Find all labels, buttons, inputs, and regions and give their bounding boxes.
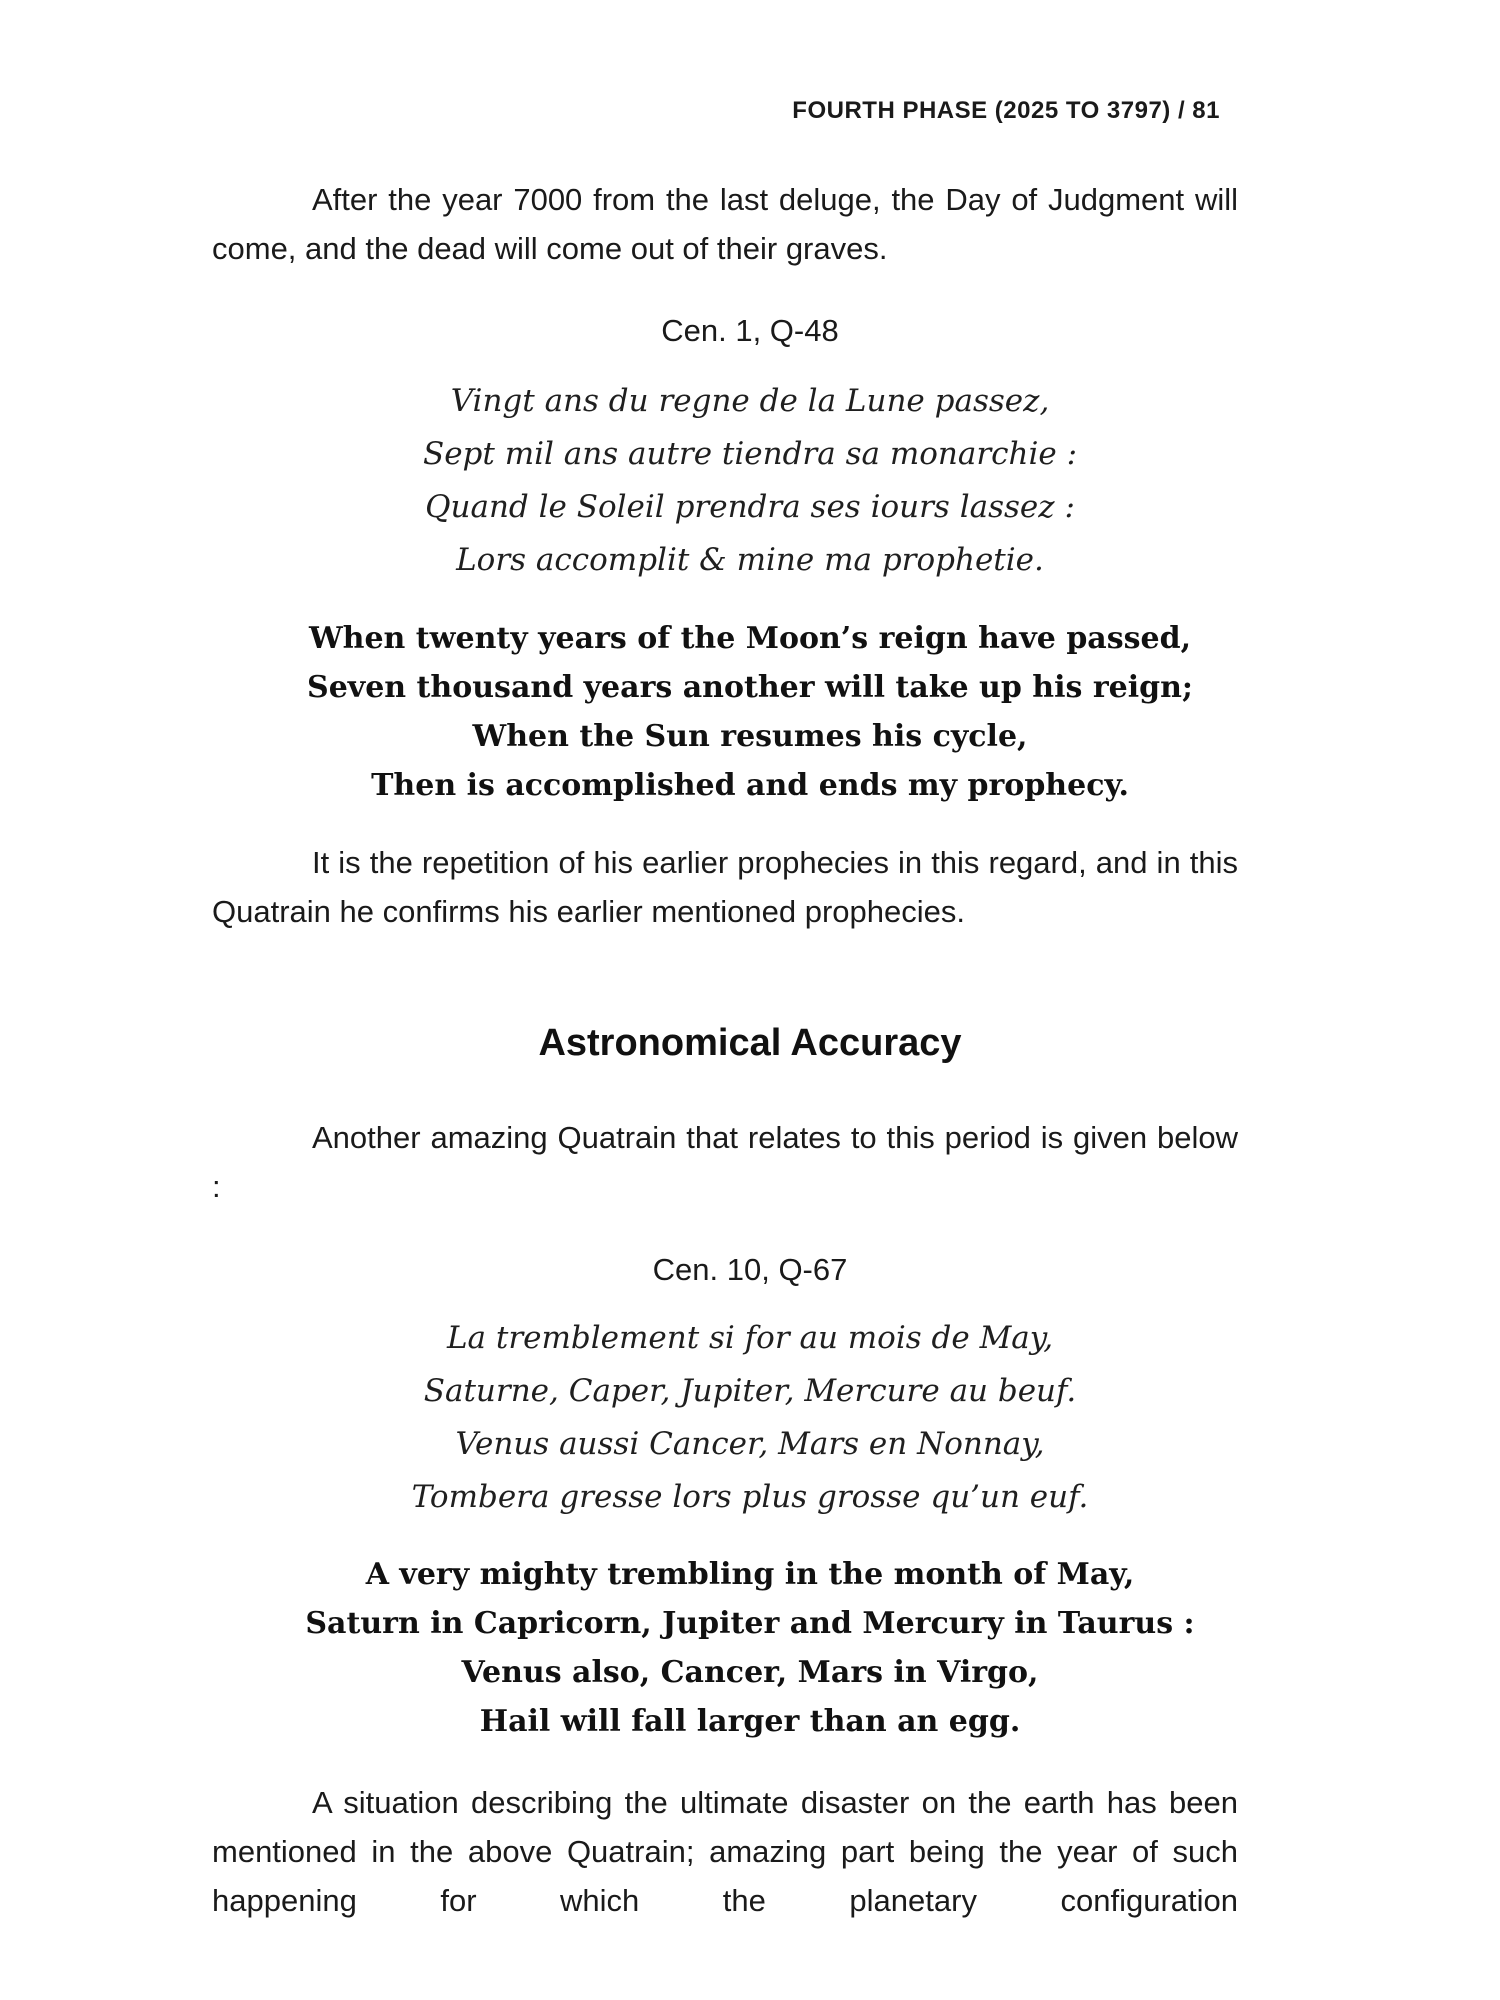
quatrain2-reference: Cen. 10, Q-67	[652, 1252, 848, 1287]
verse-line: Venus also, Cancer, Mars in Virgo,	[461, 1655, 1039, 1690]
verse-line: Vingt ans du regne de la Lune passez,	[450, 383, 1050, 419]
commentary-paragraph: It is the repetition of his earlier prophecies in this regard, and in this Quatrain he confirms his earlier mentioned prophecies.	[212, 845, 1238, 929]
verse-line: When the Sun resumes his cycle,	[472, 719, 1028, 754]
intro-paragraph: After the year 7000 from the last deluge, the Day of Judgment will come, and the dead will come out of their graves.	[212, 182, 1238, 266]
verse-line: Sept mil ans autre tiendra sa monarchie :	[422, 436, 1078, 472]
verse-line: Saturn in Capricorn, Jupiter and Mercury in Taurus :	[305, 1606, 1195, 1641]
verse-line: When twenty years of the Moon’s reign have passed,	[308, 621, 1192, 656]
verse-line: Quand le Soleil prendra ses iours lassez :	[425, 489, 1075, 525]
verse-line: Lors accomplit & mine ma prophetie.	[456, 542, 1044, 578]
verse-line: Hail will fall larger than an egg.	[479, 1704, 1021, 1739]
closing-paragraph: A situation describing the ultimate disaster on the earth has been mentioned in the above Quatrain; amazing part being the year of such happening for which the planetary configuration	[212, 1785, 1238, 1918]
quatrain1-english	[0, 614, 1500, 810]
verse-line: Tombera gresse lors plus grosse qu’un euf.	[411, 1479, 1089, 1515]
quatrain1-french	[0, 375, 1500, 587]
verse-line: La tremblement si for au mois de May,	[446, 1320, 1054, 1356]
running-head: FOURTH PHASE (2025 TO 3797) / 81	[792, 97, 1220, 124]
quatrain1-reference: Cen. 1, Q-48	[661, 313, 839, 348]
verse-line: Seven thousand years another will take up his reign;	[307, 670, 1193, 705]
quatrain2-english	[0, 1550, 1500, 1746]
verse-line: Saturne, Caper, Jupiter, Mercure au beuf.	[423, 1373, 1077, 1409]
section-heading: Astronomical Accuracy	[538, 1022, 962, 1064]
verse-line: Then is accomplished and ends my prophecy.	[371, 768, 1129, 803]
verse-line: Venus aussi Cancer, Mars en Nonnay,	[455, 1426, 1045, 1462]
quatrain2-french	[0, 1312, 1500, 1524]
lead-in-paragraph: Another amazing Quatrain that relates to this period is given below :	[212, 1120, 1238, 1204]
verse-line: A very mighty trembling in the month of May,	[365, 1557, 1135, 1592]
